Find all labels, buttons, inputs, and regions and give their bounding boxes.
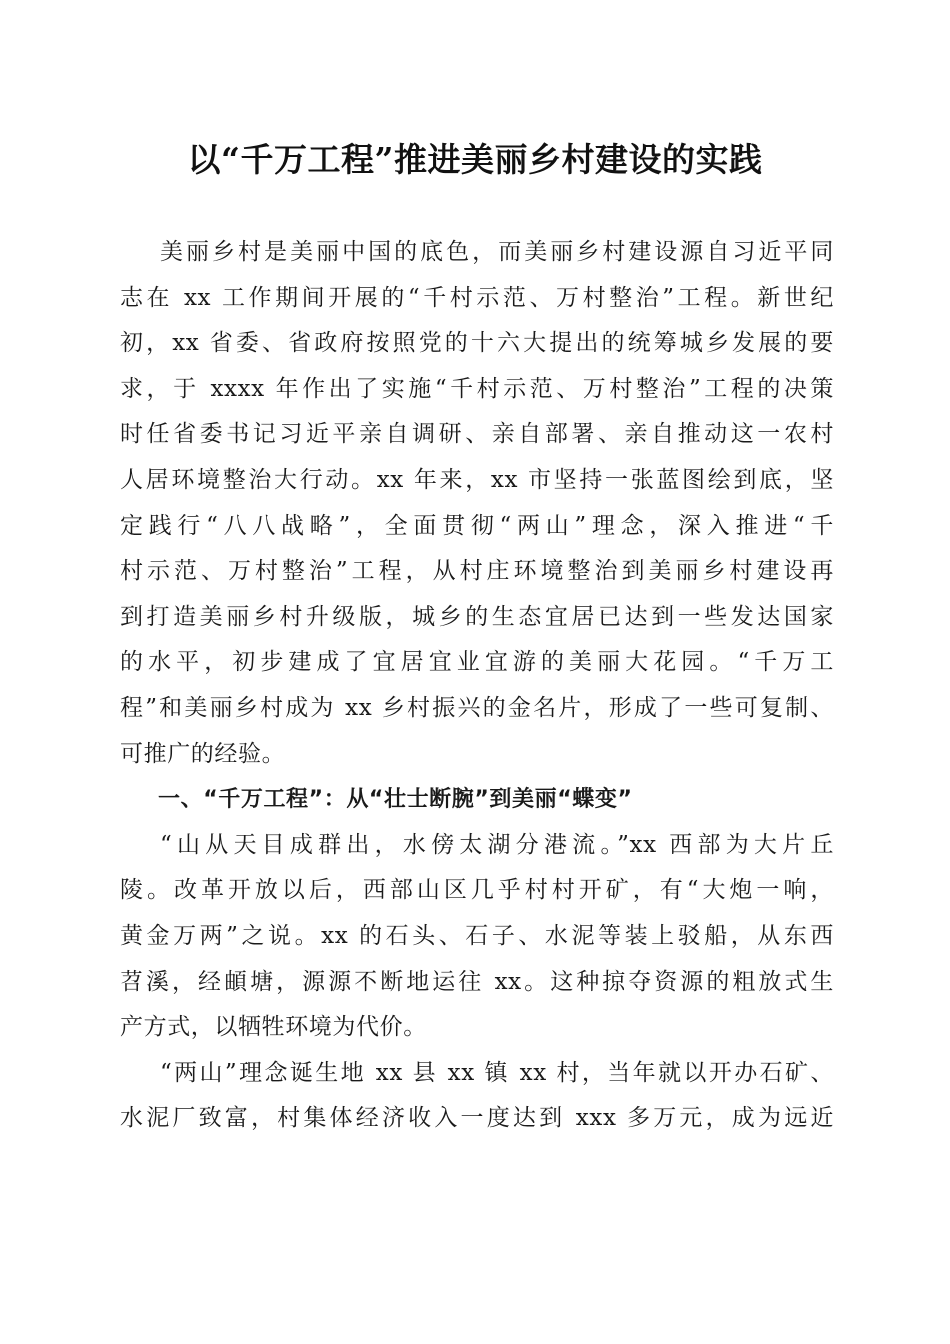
text-line: 人居环境整治大行动。xx 年来，xx 市坚持一张蓝图绘到底，坚: [120, 466, 834, 493]
text-line: 程”和美丽乡村成为 xx 乡村振兴的金名片，形成了一些可复制、: [120, 694, 834, 721]
text-line: “两山”理念诞生地 xx 县 xx 镇 xx 村，当年就以开办石矿、: [160, 1059, 834, 1086]
text-line: 时任省委书记习近平亲自调研、亲自部署、亲自推动这一农村: [120, 421, 834, 448]
text-line: 黄金万两”之说。xx 的石头、石子、水泥等装上驳船，从东西: [120, 922, 834, 949]
text-line: 产方式，以牺牲环境为代价。: [120, 1014, 427, 1041]
text-line: 陵。改革开放以后，西部山区几乎村村开矿，有“大炮一响，: [120, 877, 834, 904]
paragraph-village: [120, 1051, 834, 1142]
text-line: “山从天目成群出，水傍太湖分港流。”xx 西部为大片丘: [160, 831, 834, 858]
text-line: 志在 xx 工作期间开展的“千村示范、万村整治”工程。新世纪: [120, 284, 834, 311]
text-line: 苕溪，经頔塘，源源不断地运往 xx。这种掠夺资源的粗放式生: [120, 968, 834, 995]
paragraph-history: [120, 823, 834, 1051]
document-title: 以“千万工程”推进美丽乡村建设的实践: [187, 140, 763, 179]
text-line: 水泥厂致富，村集体经济收入一度达到 xxx 多万元，成为远近: [120, 1105, 834, 1132]
text-line: 求，于 xxxx 年作出了实施“千村示范、万村整治”工程的决策: [120, 375, 834, 402]
text-line: 的水平，初步建成了宜居宜业宜游的美丽大花园。“千万工: [120, 649, 834, 676]
text-line: 到打造美丽乡村升级版，城乡的生态宜居已达到一些发达国家: [120, 603, 834, 630]
text-line: 美丽乡村是美丽中国的底色，而美丽乡村建设源自习近平同: [160, 239, 834, 265]
text-line: 村示范、万村整治”工程，从村庄环境整治到美丽乡村建设再: [120, 558, 834, 585]
document-body: [120, 230, 834, 1142]
text-line: 可推广的经验。: [120, 740, 286, 767]
text-line: 初，xx 省委、省政府按照党的十六大提出的统筹城乡发展的要: [120, 330, 834, 357]
text-line: 定践行“八八战略”，全面贯彻“两山”理念，深入推进“千: [120, 512, 834, 539]
section-heading: 一、“千万工程”：从“壮士断腕”到美丽“蝶变”: [158, 787, 633, 813]
paragraph-intro: [120, 230, 834, 777]
